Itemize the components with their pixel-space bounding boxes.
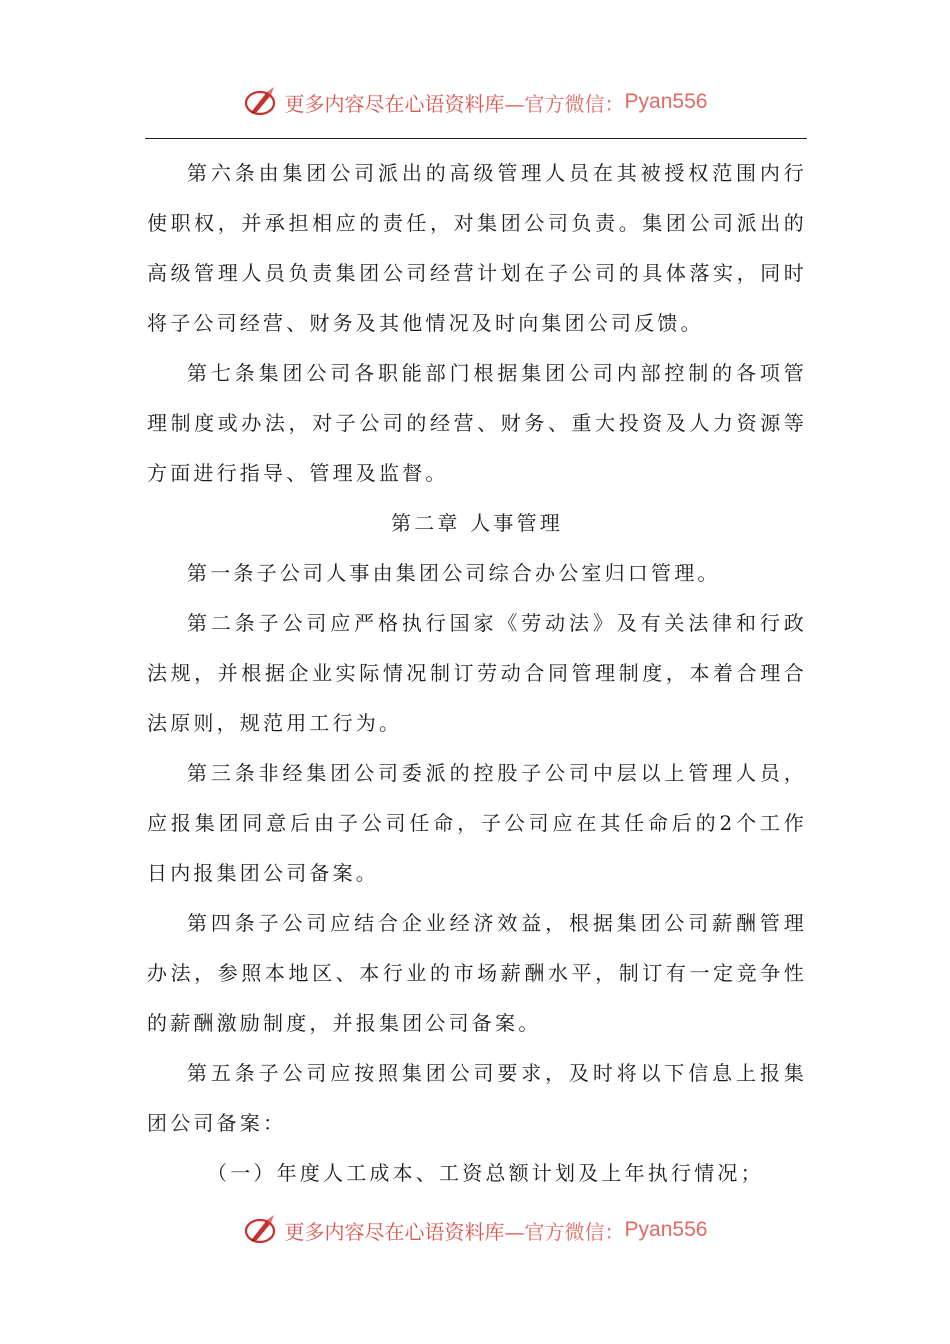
paragraph-article-5: 第五条子公司应按照集团公司要求，及时将以下信息上报集团公司备案： xyxy=(147,1061,807,1135)
paragraph-article-4: 第四条子公司应结合企业经济效益，根据集团公司薪酬管理办法，参照本地区、本行业的市场薪酬水平，制订有一定竞争性的薪酬激励制度，并报集团公司备案。 xyxy=(147,911,807,1035)
watermark-wechat-id: Pyan556 xyxy=(624,90,708,113)
paragraph-article-2: 第二条子公司应严格执行国家《劳动法》及有关法律和行政法规，并根据企业实际情况制订劳动合同管理制度，本着合理合法原则，规范用工行为。 xyxy=(147,611,807,735)
header-watermark xyxy=(0,80,950,124)
watermark-wechat-id: Pyan556 xyxy=(624,1218,708,1241)
pen-quill-icon xyxy=(243,1212,279,1248)
watermark-wechat-label: 官方微信： xyxy=(524,91,625,116)
chapter-heading: 第二章 人事管理 xyxy=(391,511,563,535)
paragraph-article-7: 第七条集团公司各职能部门根据集团公司内部控制的各项管理制度或办法，对子公司的经营、财务、重大投资及人力资源等方面进行指导、管理及监督。 xyxy=(147,361,807,485)
paragraph-article-3: 第三条非经集团公司委派的控股子公司中层以上管理人员，应报集团同意后由子公司任命，子公司应在其任命后的2个工作日内报集团公司备案。 xyxy=(147,761,807,885)
header-divider xyxy=(145,138,807,139)
pen-quill-icon xyxy=(243,84,279,120)
watermark-wechat-label: 官方微信： xyxy=(524,1219,625,1244)
document-body xyxy=(147,148,807,1198)
paragraph-article-1: 第一条子公司人事由集团公司综合办公室归口管理。 xyxy=(187,561,721,585)
paragraph-article-6: 第六条由集团公司派出的高级管理人员在其被授权范围内行使职权，并承担相应的责任，对集团公司负责。集团公司派出的高级管理人员负责集团公司经营计划在子公司的具体落实，同时将子公司经营、财务及其他情况及时向集团公司反馈。 xyxy=(147,161,807,335)
list-item-1: （一）年度人工成本、工资总额计划及上年执行情况； xyxy=(207,1161,764,1185)
watermark-text: 更多内容尽在心语资料库— xyxy=(284,91,525,116)
watermark-text: 更多内容尽在心语资料库— xyxy=(284,1219,525,1244)
footer-watermark xyxy=(0,1208,950,1252)
